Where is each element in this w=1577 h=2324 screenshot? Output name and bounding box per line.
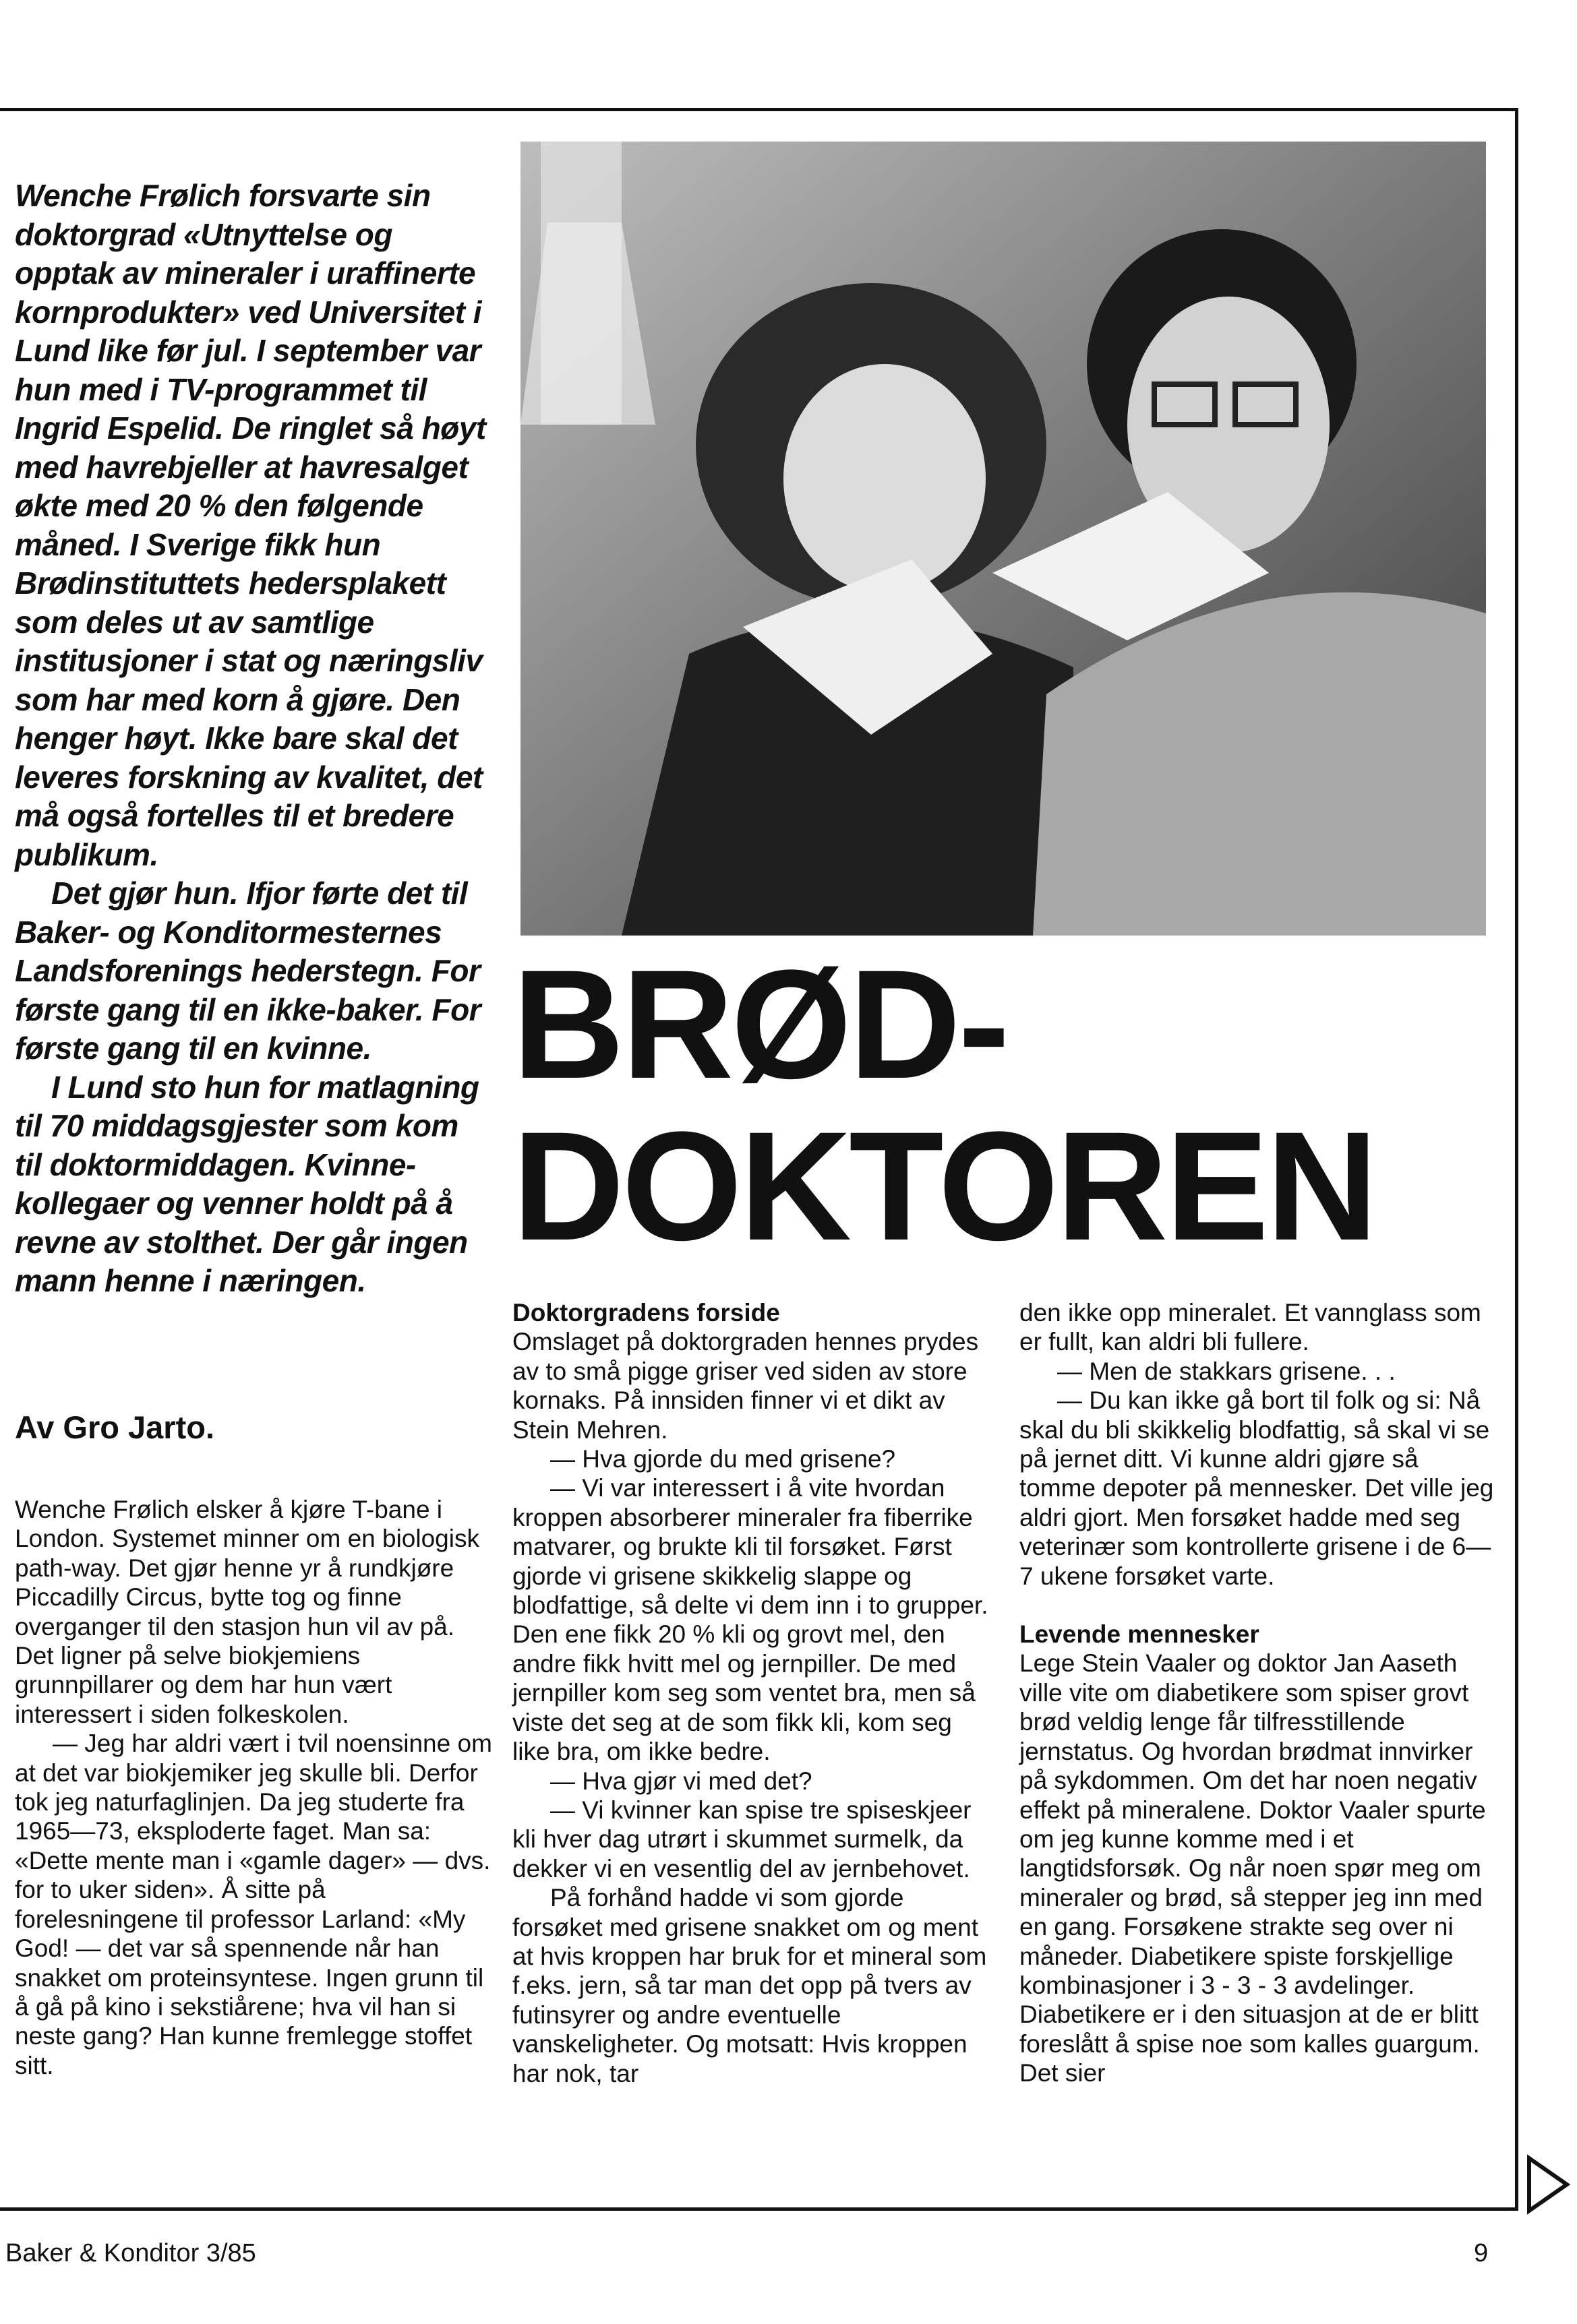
col3-paragraph-1: den ikke opp mineralet. Et vannglass som er fullt, kan aldri bli fullere. [1019, 1299, 1481, 1356]
col2-paragraph-5: — Vi kvinner kan spise tre spiseskjeer kli hver dag utrørt i skummet surmelk, da dekker vi en vesentlig del av jernbehovet. [512, 1796, 972, 1883]
lead-text [15, 177, 487, 1301]
byline: Av Gro Jarto. [15, 1409, 214, 1445]
headline-line-2: DOKTOREN [512, 1099, 1375, 1273]
headline [512, 938, 1497, 1273]
col2-paragraph-1: Omslaget på doktorgraden hennes prydes av to små pigge griser ved siden av store kornaks. På innsiden finner vi et dikt av Stein Mehren. [512, 1328, 979, 1444]
col2-subheading: Doktorgradens forside [512, 1299, 780, 1326]
footer-publication: Baker & Konditor 3/85 [5, 2239, 256, 2267]
col1-paragraph-2: — Jeg har aldri vært i tvil noensinne om at det var biokjemiker jeg skulle bli. Derfor tok jeg naturfaglinjen. Da jeg studerte fra 1965—73, eksploderte faget. Man sa: «Dette mente man i «gamle dager» — dvs. for to uker siden». Å sitte på forelesningene til professor Larland: «My God! — det var så spennende når han snakket om proteinsyntese. Ingen grunn til å gå på kino i sekstiårene; hva vil han si neste gang? Han kunne fremlegge stoffet sitt. [15, 1730, 492, 2079]
col2-paragraph-3: — Vi var interessert i å vite hvordan kroppen absorberer mineraler fra fiberrike matvarer, og brukte kli til forsøket. Først gjorde vi grisene skikkelig slappe og blodfattige, så delte vi dem inn i to grupper. Den ene fikk 20 % kli og grovt mel, den andre fikk hvitt mel og jernpiller. De med jernpiller kom seg som ventet bra, men så viste det seg at de som fikk kli, kom seg like bra, om ikke bedre. [512, 1474, 988, 1766]
col2-paragraph-4: — Hva gjør vi med det? [550, 1767, 812, 1795]
lead-paragraph-2: Det gjør hun. Ifjor førte det til Baker- og Konditormesternes Landsforenings hederstegn. For første gang til en ikke-baker. For første gang til en kvinne. [15, 876, 481, 1066]
col3-paragraph-3: — Du kan ikke gå bort til folk og si: Nå skal du bli skikkelig blodfattig, så skal vi se på jernet ditt. Vi kunne aldri gjøre så tomme depoter på mennesker. Det ville jeg aldri gjort. Men forsøket hadde med seg veterinær som kontrollerte grisene i de 6—7 ukene forsøket varte. [1019, 1386, 1494, 1590]
photo-icon [520, 142, 1486, 936]
col3-paragraph-4: Lege Stein Vaaler og doktor Jan Aaseth ville vite om diabetikere som spiser grovt brød veldig lenge får tilfresstillende jernstatus. Og hvordan brødmat innvirker på sykdommen. Om det har noen negativ effekt på mineralene. Doktor Vaaler spurte om jeg kunne komme med i et langtidsforsøk. Og når noen spør meg om mineraler og brød, så stepper jeg inn med en gang. Forsøkene strakte seg over ni måneder. Diabetikere spiste forskjellige kombinasjoner i 3 - 3 - 3 avdelinger. Diabetikere er i den situasjon at de er blitt foreslått å spise noe som kalles guargum. Det sier [1019, 1649, 1486, 2087]
headline-line-1: BRØD- [512, 938, 1007, 1111]
continue-arrow-icon [1525, 2154, 1572, 2215]
page-number: 9 [1474, 2239, 1489, 2267]
article-photo [520, 142, 1486, 936]
body-column-1 [15, 1495, 495, 2080]
body-column-2 [512, 1298, 988, 2088]
col2-paragraph-6: På forhånd hadde vi som gjorde forsøket med grisene snakket om og ment at hvis kroppen har bruk for et mineral som f.eks. jern, så tar man det opp på tvers av futinsyrer og andre eventuelle vanskeligheter. Og motsatt: Hvis kroppen har nok, tar [512, 1884, 987, 2087]
col2-paragraph-2: — Hva gjorde du med grisene? [550, 1445, 896, 1473]
lead-paragraph-1: Wenche Frølich forsvarte sin doktorgrad «Utnyttelse og opptak av mineraler i uraffinerte kornprodukter» ved Universitet i Lund like før jul. I september var hun med i TV-programmet til Ingrid Espelid. De ringlet så høyt med havrebjeller at havresalget økte med 20 % den følgende måned. I Sverige fikk hun Brødinstituttets hedersplakett som deles ut av samtlige institusjoner i stat og næringsliv som har med korn å gjøre. Den henger høyt. Ikke bare skal det leveres forskning av kvalitet, det må også fortelles til et bredere publikum. [15, 178, 486, 872]
body-column-3 [1019, 1298, 1499, 2088]
col3-paragraph-2: — Men de stakkars grisene. . . [1057, 1357, 1396, 1385]
col3-subheading: Levende mennesker [1019, 1620, 1259, 1649]
col1-paragraph-1: Wenche Frølich elsker å kjøre T-bane i London. Systemet minner om en biologisk path-way. Det gjør henne yr å rundkjøre Piccadilly Circus, bytte tog og finne overganger til den stasjon hun vil av på. Det ligner på selve biokjemiens grunnpillarer og dem har hun vært interessert i siden folkeskolen. [15, 1496, 479, 1728]
lead-paragraph-3: I Lund sto hun for matlagning til 70 middagsgjester som kom til doktormiddagen. Kvinne-kollegaer og venner holdt på å revne av stolthet. Der går ingen mann henne i næringen. [15, 1069, 479, 1298]
